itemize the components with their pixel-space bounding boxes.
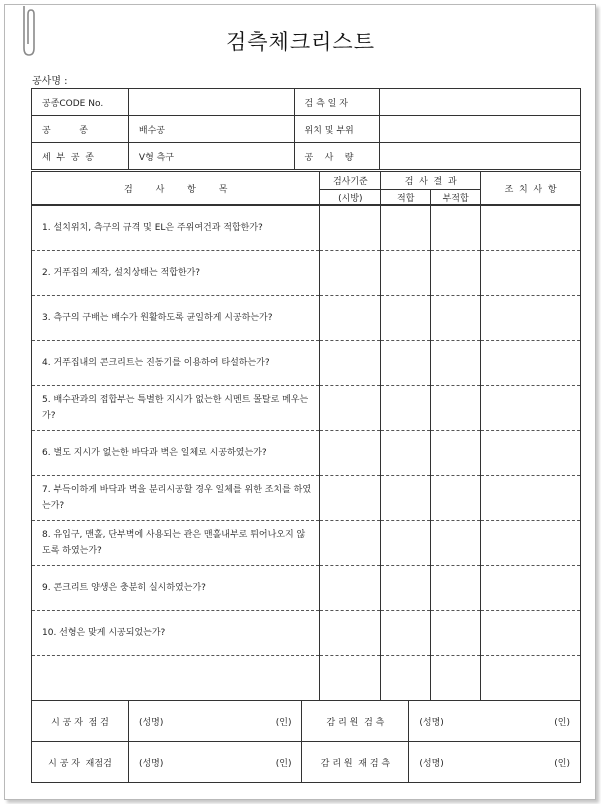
fail-cell[interactable] (431, 521, 481, 566)
signature-name-field[interactable]: (성명) (409, 701, 479, 742)
pass-cell[interactable] (381, 251, 431, 296)
fail-cell[interactable] (431, 251, 481, 296)
checklist-row (32, 566, 581, 611)
pass-cell[interactable] (381, 205, 431, 251)
checklist-table (31, 171, 581, 701)
company-name-label: 공사명 : (32, 76, 68, 87)
pass-cell[interactable] (381, 296, 431, 341)
fail-cell[interactable] (431, 656, 481, 701)
standard-cell[interactable] (320, 476, 381, 521)
fail-cell[interactable] (431, 566, 481, 611)
checklist-question: 3. 측구의 구배는 배수가 원활하도록 균일하게 시공하는가? (32, 296, 320, 341)
action-cell[interactable] (481, 205, 581, 251)
info-value[interactable] (380, 89, 581, 116)
checklist-row (32, 251, 581, 296)
action-cell[interactable] (481, 656, 581, 701)
standard-cell[interactable] (320, 205, 381, 251)
pass-cell[interactable] (381, 656, 431, 701)
standard-cell[interactable] (320, 431, 381, 476)
standard-cell[interactable] (320, 656, 381, 701)
action-cell[interactable] (481, 431, 581, 476)
pass-cell[interactable] (381, 611, 431, 656)
seal-field[interactable]: (인) (479, 742, 581, 783)
info-value[interactable]: 배수공 (128, 116, 294, 143)
checklist-question: 7. 부득이하게 바닥과 벽을 분리시공할 경우 일체를 위한 조치를 하였는가? (32, 476, 320, 521)
checklist-row (32, 611, 581, 656)
checklist-row (32, 386, 581, 431)
column-result: 검 사 결 과 (381, 172, 481, 190)
checklist-row (32, 521, 581, 566)
checklist-question: 1. 설치위치, 측구의 규격 및 EL은 주위여건과 적합한가? (32, 205, 320, 251)
info-label: 공 종 (32, 116, 129, 143)
action-cell[interactable] (481, 251, 581, 296)
seal-field[interactable]: (인) (479, 701, 581, 742)
checklist-row (32, 205, 581, 251)
fail-cell[interactable] (431, 296, 481, 341)
info-row (32, 143, 581, 170)
signature-label: 시 공 자 재점검 (32, 742, 129, 783)
column-header-row (32, 172, 581, 190)
action-cell[interactable] (481, 296, 581, 341)
checklist-row (32, 476, 581, 521)
standard-cell[interactable] (320, 521, 381, 566)
standard-cell[interactable] (320, 386, 381, 431)
fail-cell[interactable] (431, 431, 481, 476)
action-cell[interactable] (481, 566, 581, 611)
fail-cell[interactable] (431, 386, 481, 431)
info-value[interactable] (380, 143, 581, 170)
pass-cell[interactable] (381, 566, 431, 611)
pass-cell[interactable] (381, 431, 431, 476)
seal-field[interactable]: (인) (203, 742, 302, 783)
signature-name-field[interactable]: (성명) (128, 742, 203, 783)
info-label: 세 부 공 종 (32, 143, 129, 170)
pass-cell[interactable] (381, 476, 431, 521)
fail-cell[interactable] (431, 611, 481, 656)
column-pass: 적합 (381, 190, 431, 206)
checklist-row (32, 341, 581, 386)
info-label: 위치 및 부위 (294, 116, 380, 143)
fail-cell[interactable] (431, 476, 481, 521)
signature-name-field[interactable]: (성명) (128, 701, 203, 742)
signature-row (32, 742, 581, 783)
pass-cell[interactable] (381, 341, 431, 386)
pass-cell[interactable] (381, 386, 431, 431)
checklist-question: 5. 배수관과의 접합부는 특별한 지시가 없는한 시멘트 몰탈로 메우는가? (32, 386, 320, 431)
checklist-question: 6. 별도 지시가 없는한 바닥과 벽은 일체로 시공하였는가? (32, 431, 320, 476)
pass-cell[interactable] (381, 521, 431, 566)
standard-cell[interactable] (320, 566, 381, 611)
checklist-row (32, 656, 581, 701)
column-fail: 부적합 (431, 190, 481, 206)
checklist-question: 10. 선형은 맞게 시공되었는가? (32, 611, 320, 656)
standard-cell[interactable] (320, 611, 381, 656)
standard-cell[interactable] (320, 251, 381, 296)
info-label: 공종CODE No. (32, 89, 129, 116)
page-title: 검측체크리스트 (225, 30, 375, 54)
fail-cell[interactable] (431, 205, 481, 251)
action-cell[interactable] (481, 521, 581, 566)
action-cell[interactable] (481, 386, 581, 431)
info-label: 공 사 량 (294, 143, 380, 170)
info-row (32, 116, 581, 143)
signature-name-field[interactable]: (성명) (409, 742, 479, 783)
action-cell[interactable] (481, 611, 581, 656)
action-cell[interactable] (481, 476, 581, 521)
signature-label: 감 리 원 검 측 (302, 701, 409, 742)
column-standard: 검사기준 (320, 172, 381, 190)
signature-label: 감 리 원 재 검 측 (302, 742, 409, 783)
signature-row (32, 701, 581, 742)
info-label: 검 측 일 자 (294, 89, 380, 116)
info-table (31, 88, 581, 170)
standard-cell[interactable] (320, 296, 381, 341)
signature-label: 시 공 자 점 검 (32, 701, 129, 742)
checklist-question (32, 656, 320, 701)
checklist-question: 9. 콘크리트 양생은 충분히 실시하였는가? (32, 566, 320, 611)
info-row (32, 89, 581, 116)
column-standard-sub: (시방) (320, 190, 381, 206)
action-cell[interactable] (481, 341, 581, 386)
checklist-row (32, 431, 581, 476)
fail-cell[interactable] (431, 341, 481, 386)
column-action: 조 치 사 항 (481, 172, 581, 206)
checklist-question: 2. 거푸집의 제작, 설치상태는 적합한가? (32, 251, 320, 296)
info-value[interactable] (128, 89, 294, 116)
seal-field[interactable]: (인) (203, 701, 302, 742)
checklist-question: 8. 유입구, 맨홀, 단부벽에 사용되는 관은 맨홀내부로 튀어나오지 않도록 하였는가? (32, 521, 320, 566)
checklist-row (32, 296, 581, 341)
checklist-question: 4. 거푸집내의 콘크리트는 진동기를 이용하여 타설하는가? (32, 341, 320, 386)
info-value[interactable]: V형 측구 (128, 143, 294, 170)
info-value[interactable] (380, 116, 581, 143)
signature-table (31, 700, 581, 783)
column-item: 검 사 항 목 (32, 172, 320, 206)
standard-cell[interactable] (320, 341, 381, 386)
